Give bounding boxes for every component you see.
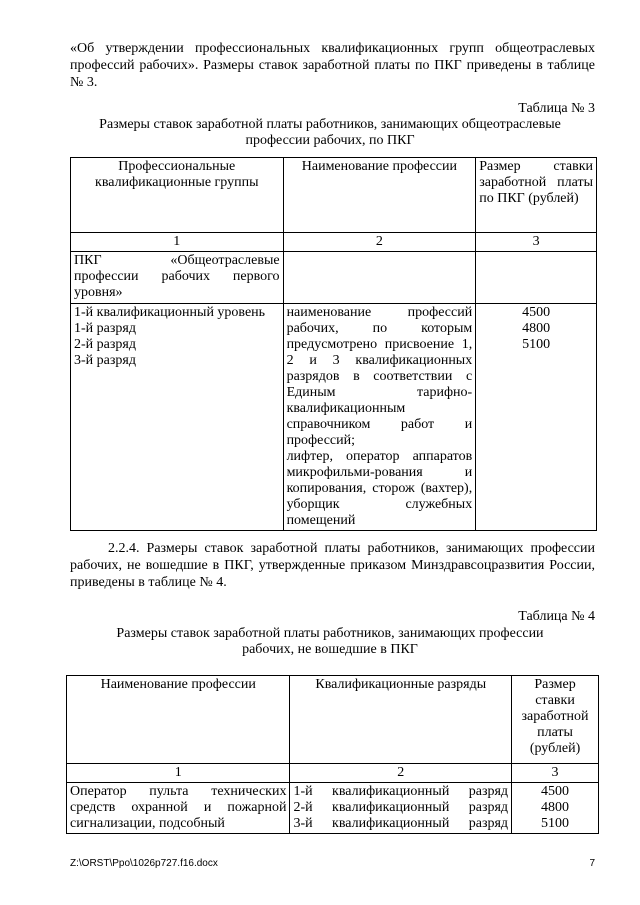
table3-title-line1: Размеры ставок заработной платы работников, занимающих общеотраслевые: [99, 117, 561, 132]
table3-level: 1-й квалификационный уровень: [74, 305, 266, 320]
table3-title-line2: профессии рабочих, по ПКГ: [245, 133, 415, 148]
footer-file-path: Z:\ORST\Ppo\1026p727.f16.docx: [70, 858, 218, 869]
table3-header-rate: Размер ставки заработной платы по ПКГ (рублей): [476, 158, 597, 233]
table4-header-rate: Размер ставки заработной платы (рублей): [512, 676, 599, 764]
table3-col-number: 1: [71, 233, 284, 252]
table3-group-title: ПКГ «Общеотраслевые профессии рабочих первого уровня»: [71, 252, 284, 304]
table4-col-number: 3: [512, 764, 599, 783]
table4-profession: Оператор пульта технических средств охранной и пожарной сигнализации, подсобный: [67, 783, 290, 834]
table3-header-row: [71, 158, 597, 233]
table4-rate: 4500: [541, 784, 570, 799]
table3-header-groups: Профессиональные квалификационные группы: [71, 158, 284, 233]
table3-professions-text: наименование профессий рабочих, по которым предусмотрено присвоение 1, 2 и 3 квалификационных разрядов в соответствии с Единым тарифно-квалификационным справочником работ и профессий;: [286, 305, 473, 448]
table4: [66, 675, 599, 834]
table4-col-number: 1: [67, 764, 290, 783]
table3-col-number: 2: [283, 233, 476, 252]
table3-empty-cell: [283, 252, 476, 304]
table3-data-row: [71, 304, 597, 531]
table3-title: [60, 117, 600, 149]
table4-rates-cell: [512, 783, 599, 834]
table4-header-row: [67, 676, 599, 764]
table4-title-line2: рабочих, не вошедшие в ПКГ: [242, 642, 418, 657]
table4-grade: 3-й квалификационный разряд: [293, 816, 509, 831]
table4-title-line1: Размеры ставок заработной платы работников, занимающих профессии: [116, 626, 544, 641]
table3-professions-cell: [283, 304, 476, 531]
table3-grade: 2-й разряд: [74, 337, 136, 352]
table4-grade: 2-й квалификационный разряд: [293, 800, 509, 815]
paragraph-2-2-4: 2.2.4. Размеры ставок заработной платы работников, занимающих профессии рабочих, не вошедшие в ПКГ, утвержденные приказом Минздравсоцразвития России, приведены в таблице № 4.: [70, 541, 595, 590]
table3-professions-text2: лифтер, оператор аппаратов микрофильми-рования и копирования, сторож (вахтер), уборщик служебных помещений: [286, 449, 473, 528]
table3-number-row: [71, 233, 597, 252]
intro-paragraph: «Об утверждении профессиональных квалификационных групп общеотраслевых профессий рабочих». Размеры ставок заработной платы по ПКГ приведены в таблице № 3.: [70, 41, 595, 90]
table3-col-number: 3: [476, 233, 597, 252]
table3-header-profession: Наименование профессии: [283, 158, 476, 233]
table3-rate: 5100: [522, 337, 551, 352]
table4-rate: 5100: [541, 816, 570, 831]
table4-title: [60, 626, 600, 658]
table3-rates-cell: [476, 304, 597, 531]
table3-empty-cell: [476, 252, 597, 304]
table4-grade: 1-й квалификационный разряд: [293, 784, 509, 799]
table3-label: Таблица № 3: [518, 101, 595, 116]
table3-rate: 4500: [522, 305, 551, 320]
table4-data-row: [67, 783, 599, 834]
table3-rate: 4800: [522, 321, 551, 336]
table4-rate: 4800: [541, 800, 570, 815]
table3-level-cell: [71, 304, 284, 531]
table3-grade: 1-й разряд: [74, 321, 136, 336]
footer-page-number: 7: [589, 858, 595, 869]
table4-grades-cell: [290, 783, 512, 834]
table4-header-grades: Квалификационные разряды: [290, 676, 512, 764]
table4-header-profession: Наименование профессии: [67, 676, 290, 764]
table3: [70, 157, 597, 531]
table3-grade: 3-й разряд: [74, 353, 136, 368]
table4-col-number: 2: [290, 764, 512, 783]
table4-number-row: [67, 764, 599, 783]
table4-label: Таблица № 4: [518, 609, 595, 624]
table3-group-row: [71, 252, 597, 304]
